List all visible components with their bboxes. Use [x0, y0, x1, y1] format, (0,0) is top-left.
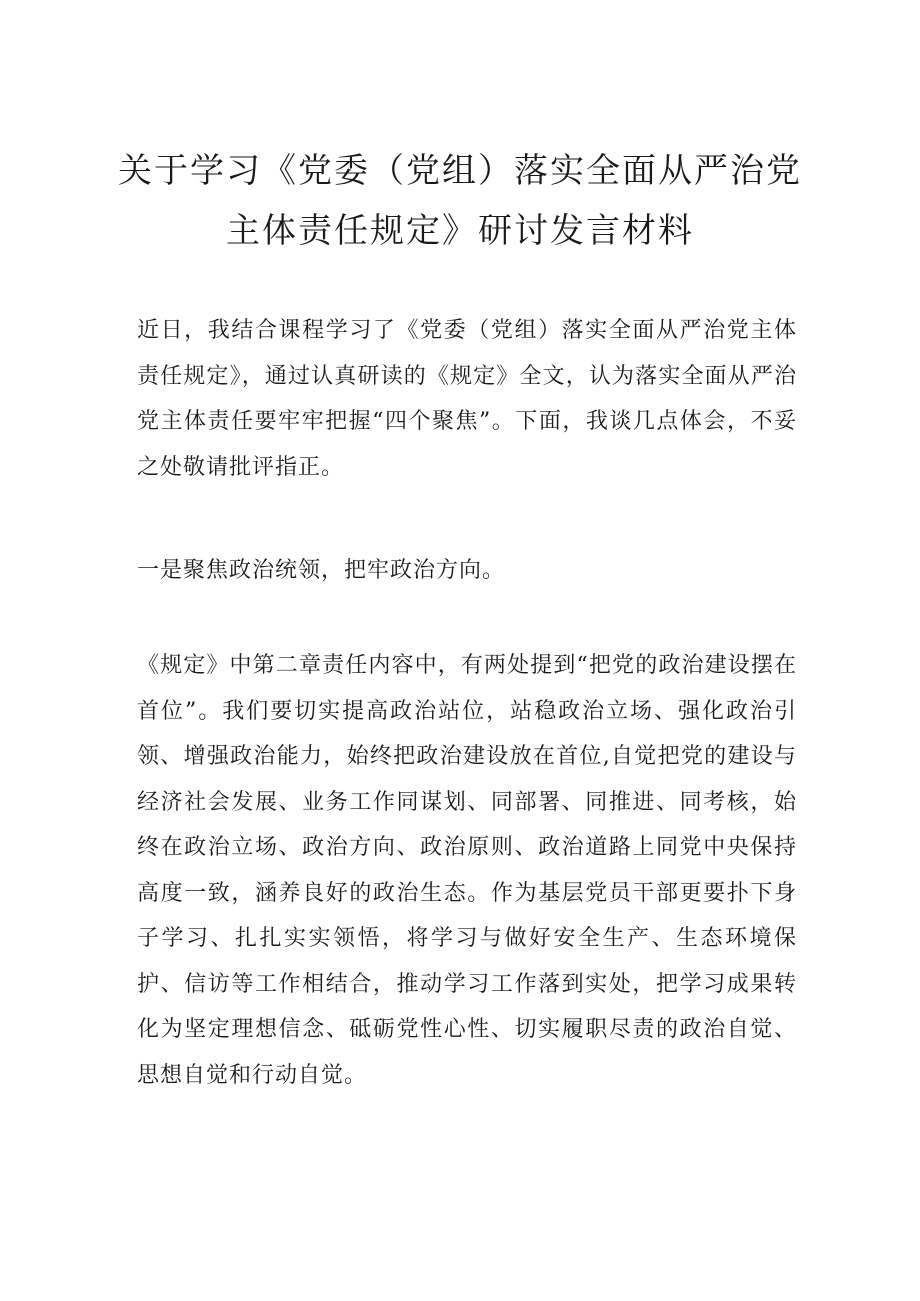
title-line-2: 主体责任规定》研讨发言材料: [226, 210, 694, 251]
body-paragraph: 《规定》中第二章责任内容中，有两处提到“把党的政治建设摆在首位”。我们要切实提高政治站位，站稳政治立场、强化政治引领、增强政治能力，始终把政治建设放在首位,自觉把党的建设与经济社会发展、业务工作同谋划、同部署、同推进、同考核，始终在政治立场、政治方向、政治原则、政治道路上同党中央保持高度一致，涵养良好的政治生态。作为基层党员干部更要扑下身子学习、扎扎实实领悟，将学习与做好安全生产、生态环境保护、信访等工作相结合，推动学习工作落到实处，把学习成果转化为坚定理想信念、砥砺党性心性、切实履职尽责的政治自觉、思想自觉和行动自觉。: [137, 653, 797, 1088]
document-title: [0, 141, 920, 261]
intro-paragraph: 近日，我结合课程学习了《党委（党组）落实全面从严治党主体责任规定》，通过认真研读的《规定》全文，认为落实全面从严治党主体责任要牢牢把握“四个聚焦”。下面，我谈几点体会，不妥之处敬请批评指正。: [137, 318, 797, 480]
section-heading-1: 一是聚焦政治统领，把牢政治方向。: [137, 558, 506, 583]
title-line-1: 关于学习《党委（党组）落实全面从严治党: [118, 150, 802, 191]
